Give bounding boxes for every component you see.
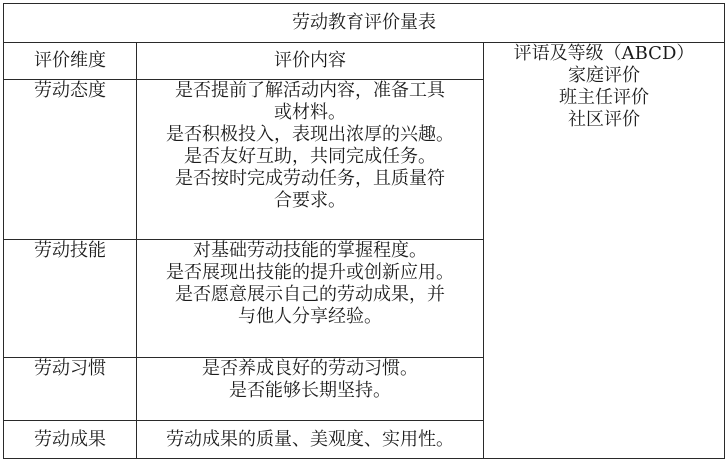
content-habit bbox=[137, 358, 484, 421]
content-line: 与他人分享经验。 bbox=[238, 306, 382, 327]
grading-head-teacher: 班主任评价 bbox=[559, 87, 649, 108]
content-line: 是否友好互助，共同完成任务。 bbox=[184, 146, 436, 167]
dimension-attitude: 劳动态度 bbox=[4, 80, 137, 240]
content-line: 是否养成良好的劳动习惯。 bbox=[202, 358, 418, 379]
dimension-result: 劳动成果 bbox=[4, 421, 137, 459]
content-attitude bbox=[137, 80, 484, 240]
grading-title: 评语及等级（ABCD） bbox=[513, 43, 695, 64]
content-line: 对基础劳动技能的掌握程度。 bbox=[193, 240, 427, 261]
content-line: 是否能够长期坚持。 bbox=[229, 380, 391, 401]
dimension-habit: 劳动习惯 bbox=[4, 358, 137, 421]
content-line: 是否积极投入，表现出浓厚的兴趣。 bbox=[166, 124, 454, 145]
dimension-skill: 劳动技能 bbox=[4, 240, 137, 358]
grading-cell bbox=[484, 43, 725, 459]
grading-family: 家庭评价 bbox=[568, 65, 640, 86]
content-skill bbox=[137, 240, 484, 358]
header-content: 评价内容 bbox=[137, 43, 484, 80]
header-row bbox=[4, 43, 725, 80]
content-line: 合要求。 bbox=[274, 190, 346, 211]
content-line: 是否提前了解活动内容，准备工具 bbox=[175, 80, 445, 101]
title-row bbox=[4, 4, 725, 43]
evaluation-sheet bbox=[3, 3, 724, 458]
content-line: 是否按时完成劳动任务，且质量符 bbox=[175, 168, 445, 189]
grading-community: 社区评价 bbox=[568, 109, 640, 130]
content-result bbox=[137, 421, 484, 459]
evaluation-table bbox=[3, 3, 725, 459]
content-line: 是否愿意展示自己的劳动成果，并 bbox=[175, 284, 445, 305]
content-line: 或材料。 bbox=[274, 102, 346, 123]
header-dimension: 评价维度 bbox=[4, 43, 137, 80]
table-title: 劳动教育评价量表 bbox=[4, 4, 725, 43]
content-line: 是否展现出技能的提升或创新应用。 bbox=[166, 262, 454, 283]
content-line: 劳动成果的质量、美观度、实用性。 bbox=[166, 428, 454, 450]
